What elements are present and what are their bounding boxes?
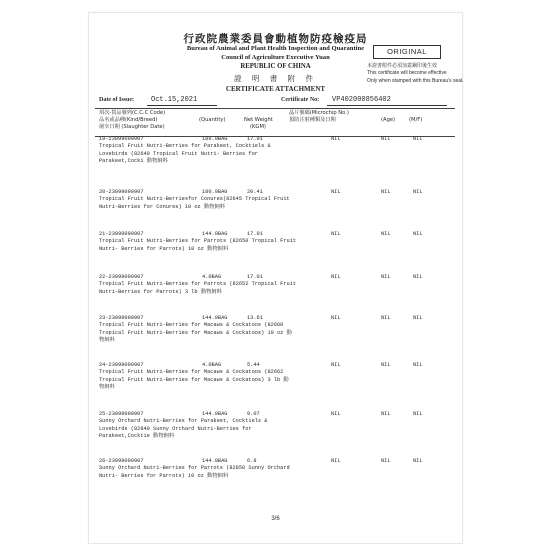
item-row xyxy=(95,315,455,365)
item-quantity: 144.0BAG xyxy=(202,458,228,464)
item-net-weight: 6.8 xyxy=(247,458,257,464)
item-quantity: 144.0BAG xyxy=(202,315,228,321)
item-quantity: 4.0BAG xyxy=(202,274,222,280)
item-age: NIL xyxy=(381,136,391,142)
item-description-line: Nutri-Berries for Parrots) 3 lb 動物飼料 xyxy=(99,288,222,295)
item-code: 23-23099090907 xyxy=(99,315,144,321)
item-quantity: 144.0BAG xyxy=(202,411,228,417)
item-sex: NIL xyxy=(413,274,423,280)
item-microchip: NIL xyxy=(331,458,341,464)
item-sex: NIL xyxy=(413,458,423,464)
item-quantity: 4.0BAG xyxy=(202,362,222,368)
item-quantity: 180.0BAG xyxy=(202,189,228,195)
item-net-weight: 17.01 xyxy=(247,274,263,280)
item-age: NIL xyxy=(381,362,391,368)
item-microchip: NIL xyxy=(331,411,341,417)
item-net-weight: 13.61 xyxy=(247,315,263,321)
item-microchip: NIL xyxy=(331,274,341,280)
item-description-line: Tropical Fruit Nutri-Berries for Macaws & Cockatoos (82660 xyxy=(99,322,284,328)
item-description-line: Tropical Fruit Nutri-Berries for Parrots (82650 Tropical Fruit xyxy=(99,238,297,244)
date-of-issue-label: Date of Issue: xyxy=(99,97,134,103)
item-microchip: NIL xyxy=(331,136,341,142)
item-description-line: Parakeet,Cocktie 動物飼料 xyxy=(99,433,175,440)
cert-underline xyxy=(327,105,447,106)
column-header-weight xyxy=(244,117,273,131)
item-net-weight: 20.41 xyxy=(247,189,263,195)
item-code: 19-23099090907 xyxy=(99,136,144,142)
item-row xyxy=(95,458,455,508)
item-description-line: Sunny Orchard Nutri-Berries for Parrots (82850 Sunny Orchard xyxy=(99,465,290,471)
item-microchip: NIL xyxy=(331,362,341,368)
item-description xyxy=(99,238,296,253)
bureau-title-chinese: 行政院農業委員會動植物防疫檢疫局 xyxy=(183,33,368,45)
item-description-line: Sunny Orchard Nutri-Berries for Parakeet, Cocktiels & xyxy=(99,418,268,424)
item-description xyxy=(99,465,290,480)
item-description-line: Tropical Fruit Nutri-Berries for Macaws & Cockatoos (82662 xyxy=(99,369,284,375)
seal-note-line: Only when stamped with this Bureau's seal. xyxy=(367,77,464,84)
item-age: NIL xyxy=(381,274,391,280)
item-code: 20-23099090907 xyxy=(99,189,144,195)
column-header-age: (Age) xyxy=(381,117,396,123)
item-microchip: NIL xyxy=(331,189,341,195)
item-description xyxy=(99,143,271,166)
item-description-line: 物飼料 xyxy=(99,337,115,344)
date-of-issue-value: Oct.15,2021 xyxy=(151,96,198,104)
bureau-title-english: Bureau of Animal and Plant Health Inspection and Quarantine xyxy=(186,45,365,52)
column-header-line: (KGM) xyxy=(250,124,266,130)
item-net-weight: 17.01 xyxy=(247,231,263,237)
item-code: 21-23099090907 xyxy=(99,231,144,237)
item-sex: NIL xyxy=(413,411,423,417)
item-description-line: 物飼料 xyxy=(99,384,115,391)
item-sex: NIL xyxy=(413,231,423,237)
item-net-weight: 17.01 xyxy=(247,136,263,142)
date-underline xyxy=(147,105,217,106)
item-description-line: Parakeet,Cocki 動物飼料 xyxy=(99,158,168,165)
column-header-line: 項次-貨品號列(C.C.C Code) xyxy=(99,110,166,116)
item-age: NIL xyxy=(381,458,391,464)
item-description-line: Tropical Fruit Nutri-Berries for Macaws & Cockatoos) 10 oz 動 xyxy=(99,329,292,336)
column-header-quantity: (Quantity) xyxy=(199,117,226,123)
column-header-line: Net Weight xyxy=(244,117,273,123)
item-age: NIL xyxy=(381,231,391,237)
column-header-line: 預防注射種類及日期 xyxy=(289,117,336,123)
seal-note-line: This certificate will become effective xyxy=(367,70,447,77)
item-description xyxy=(99,196,290,211)
page-number: 3/6 xyxy=(271,516,280,522)
item-sex: NIL xyxy=(413,362,423,368)
item-sex: NIL xyxy=(413,315,423,321)
item-description xyxy=(99,369,289,392)
attachment-title-chinese: 證 明 書 附 件 xyxy=(233,74,318,83)
item-age: NIL xyxy=(381,315,391,321)
item-row xyxy=(95,411,455,461)
column-header-sex: (M/F) xyxy=(409,117,423,123)
item-description xyxy=(99,418,267,441)
item-description-line: Nutri- Berries for Parrots) 10 oz 動物飼料 xyxy=(99,245,229,252)
item-sex: NIL xyxy=(413,136,423,142)
item-microchip: NIL xyxy=(331,231,341,237)
seal-note-line: 本證書附件必須加蓋鋼印後生效 xyxy=(367,63,438,69)
item-quantity: 144.0BAG xyxy=(202,231,228,237)
item-description-line: Tropical Fruit Nutri-Berries for Parakeet, Cocktiels & xyxy=(99,143,271,149)
item-description-line: Lovebirds (82840 Sunny Orchard Nutri-Berries for xyxy=(99,425,252,432)
column-header-line: 晶片號碼(Microchip No.) xyxy=(289,110,349,116)
original-stamp: ORIGINAL xyxy=(373,45,441,59)
item-row xyxy=(95,136,455,186)
item-code: 22-23099090907 xyxy=(99,274,144,280)
item-description xyxy=(99,322,292,345)
certificate-page xyxy=(88,12,463,544)
column-header-microchip xyxy=(289,110,349,124)
item-description-line: Lovebirds (82640 Tropical Fruit Nutri- Berries for xyxy=(99,150,258,157)
item-code: 24-23099090907 xyxy=(99,362,144,368)
item-age: NIL xyxy=(381,411,391,417)
item-description-line: Tropical Fruit Nutri-Berries for Macaws & Cockatoos) 3 lb 動 xyxy=(99,376,289,383)
column-header-line: 品名或品種(Kind/Breed) xyxy=(99,117,158,123)
item-description xyxy=(99,281,296,296)
country-title: REPUBLIC OF CHINA xyxy=(240,63,311,70)
item-code: 26-23099090907 xyxy=(99,458,144,464)
seal-note xyxy=(367,63,464,85)
item-quantity: 180.0BAG xyxy=(202,136,228,142)
certificate-number-value: VP402000856402 xyxy=(332,96,391,104)
item-description-line: Tropical Fruit Nutri-Berriesfor Conures(82645 Tropical Fruit xyxy=(99,196,290,202)
item-description-line: Nutri-Berries for Conures) 10 oz 動物飼料 xyxy=(99,203,226,210)
column-header-line: 屠宰日期 (Slaughter Date) xyxy=(99,124,165,130)
item-description-line: Tropical Fruit Nutri-Berries for Parrots (82652 Tropical Fruit xyxy=(99,281,297,287)
item-code: 25-23099090907 xyxy=(99,411,144,417)
item-row xyxy=(95,362,455,412)
item-microchip: NIL xyxy=(331,315,341,321)
item-description-line: Nutri- Berries for Parrots) 10 oz 動物飼料 xyxy=(99,472,229,479)
item-age: NIL xyxy=(381,189,391,195)
item-net-weight: 9.07 xyxy=(247,411,260,417)
item-sex: NIL xyxy=(413,189,423,195)
council-title: Council of Agriculture Executive Yuan xyxy=(221,54,330,61)
certificate-number-label: Certificate No: xyxy=(281,97,320,103)
column-header-description xyxy=(99,110,165,131)
attachment-title-english: CERTIFICATE ATTACHMENT xyxy=(225,85,326,93)
item-net-weight: 5.44 xyxy=(247,362,260,368)
header-rule-top xyxy=(95,108,455,109)
